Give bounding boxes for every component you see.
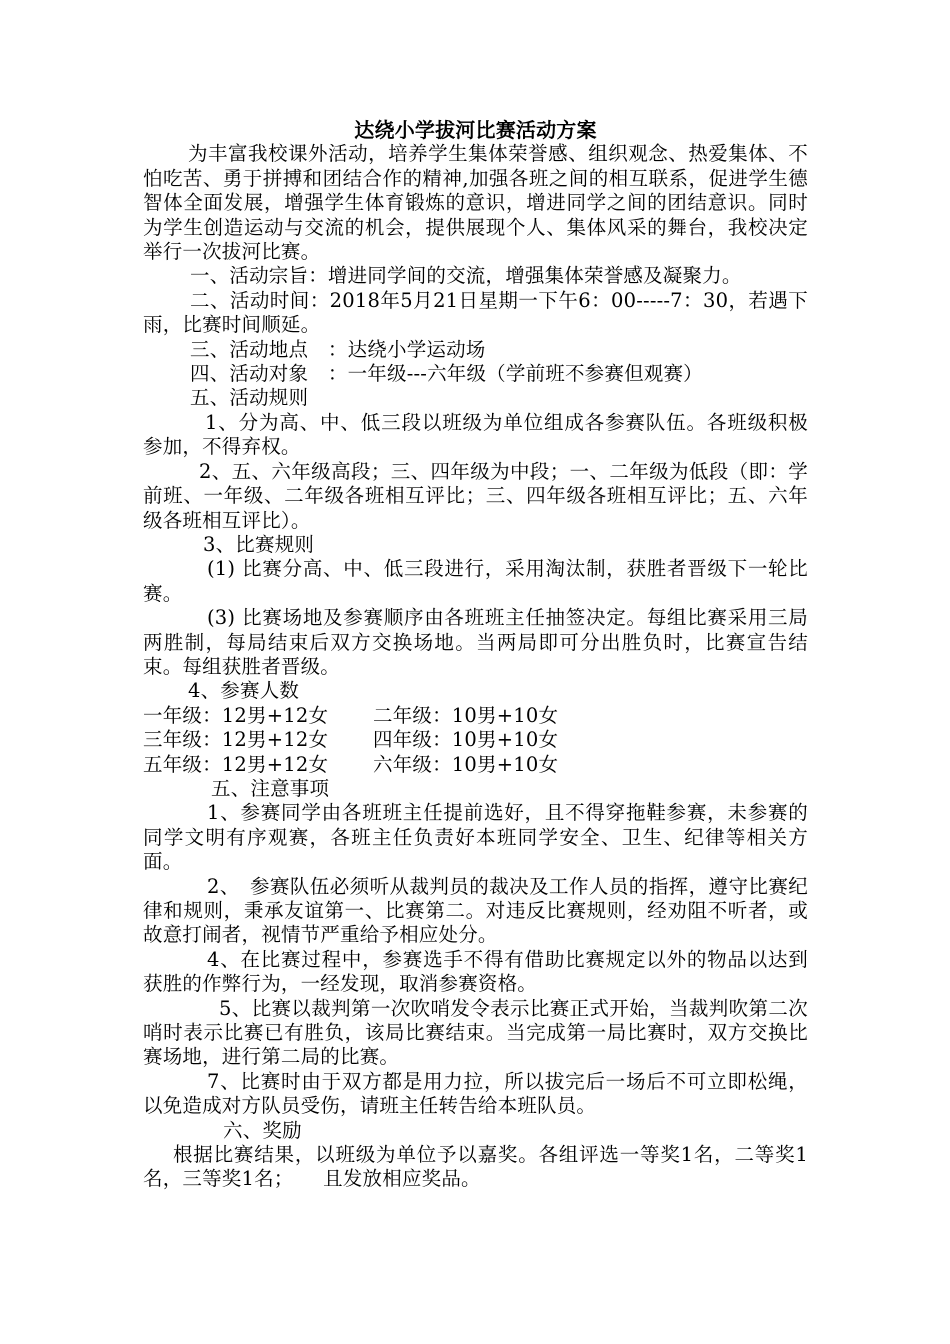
participants-row bbox=[143, 753, 808, 777]
section-rules-heading: 五、活动规则 bbox=[190, 386, 309, 410]
participants-right: 六年级：10男+10女 bbox=[373, 752, 559, 776]
note-4: 4、在比赛过程中，参赛选手不得有借助比赛规定以外的物品以达到获胜的作弊行为，一经发现，取消参赛资格。 bbox=[143, 947, 808, 996]
rule-3-item-3: (3) 比赛场地及参赛顺序由各班班主任抽签决定。每组比赛采用三局两胜制，每局结束后双方交换场地。当两局即可分出胜负时，比赛宣告结束。每组获胜者晋级。 bbox=[143, 606, 808, 678]
award-paragraph: 根据比赛结果，以班级为单位予以嘉奖。各组评选一等奖1名，二等奖1名，三等奖1名； 且发放相应奖品。 bbox=[143, 1143, 808, 1191]
section-purpose: 一、活动宗旨：增进同学间的交流，增强集体荣誉感及凝聚力。 bbox=[190, 264, 742, 288]
participants-left: 一年级：12男+12女 bbox=[143, 703, 329, 727]
participants-left: 五年级：12男+12女 bbox=[143, 752, 329, 776]
rule-3-heading: 3、比赛规则 bbox=[203, 532, 315, 556]
document-title: 达绕小学拔河比赛活动方案 bbox=[354, 118, 597, 142]
notes-heading: 五、注意事项 bbox=[211, 776, 330, 800]
intro-paragraph: 为丰富我校课外活动，培养学生集体荣誉感、组织观念、热爱集体、不怕吃苦、勇于拼搏和团结合作的精神,加强各班之间的相互联系，促进学生德智体全面发展，增强学生体育锻炼的意识，增进同学之间的团结意识。同时为学生创造运动与交流的机会，提供展现个人、集体风采的舞台，我校决定举行一次拔河比赛。 bbox=[143, 142, 808, 264]
award-heading: 六、奖励 bbox=[223, 1118, 302, 1142]
section-target: 四、活动对象 ：一年级---六年级（学前班不参赛但观赛） bbox=[190, 362, 703, 386]
rule-4-heading: 4、参赛人数 bbox=[188, 679, 300, 703]
note-5: 5、比赛以裁判第一次吹哨发令表示比赛正式开始，当裁判吹第二次哨时表示比赛已有胜负，该局比赛结束。当完成第一局比赛时，双方交换比赛场地，进行第二局的比赛。 bbox=[143, 996, 808, 1069]
rule-3-item-1: (1) 比赛分高、中、低三段进行，采用淘汰制，获胜者晋级下一轮比赛。 bbox=[143, 557, 808, 605]
section-time: 二、活动时间：2018年5月21日星期一下午6：00-----7：30，若遇下雨，比赛时间顺延。 bbox=[143, 288, 808, 337]
participants-right: 二年级：10男+10女 bbox=[373, 703, 559, 727]
participants-right: 四年级：10男+10女 bbox=[373, 728, 559, 752]
document-page bbox=[143, 118, 808, 1192]
note-7: 7、比赛时由于双方都是用力拉，所以拔完后一场后不可立即松绳，以免造成对方队员受伤，请班主任转告给本班队员。 bbox=[143, 1069, 808, 1118]
participants-row bbox=[143, 728, 808, 752]
participants-row bbox=[143, 704, 808, 728]
rule-1: 1、分为高、中、低三段以班级为单位组成各参赛队伍。各班级积极参加，不得弃权。 bbox=[143, 410, 808, 459]
participants-left: 三年级：12男+12女 bbox=[143, 728, 329, 752]
note-2: 2、 参赛队伍必须听从裁判员的裁决及工作人员的指挥，遵守比赛纪律和规则，秉承友谊第一、比赛第二。对违反比赛规则，经劝阻不听者，或故意打闹者，视情节严重给予相应处分。 bbox=[143, 874, 808, 947]
section-place: 三、活动地点 ：达绕小学运动场 bbox=[190, 337, 486, 361]
rule-2: 2、五、六年级高段；三、四年级为中段；一、二年级为低段（即：学前班、一年级、二年级各班相互评比；三、四年级各班相互评比；五、六年级各班相互评比）。 bbox=[143, 459, 808, 532]
note-1: 1、参赛同学由各班班主任提前选好，且不得穿拖鞋参赛，未参赛的同学文明有序观赛，各班主任负责好本班同学安全、卫生、纪律等相关方面。 bbox=[143, 801, 808, 874]
